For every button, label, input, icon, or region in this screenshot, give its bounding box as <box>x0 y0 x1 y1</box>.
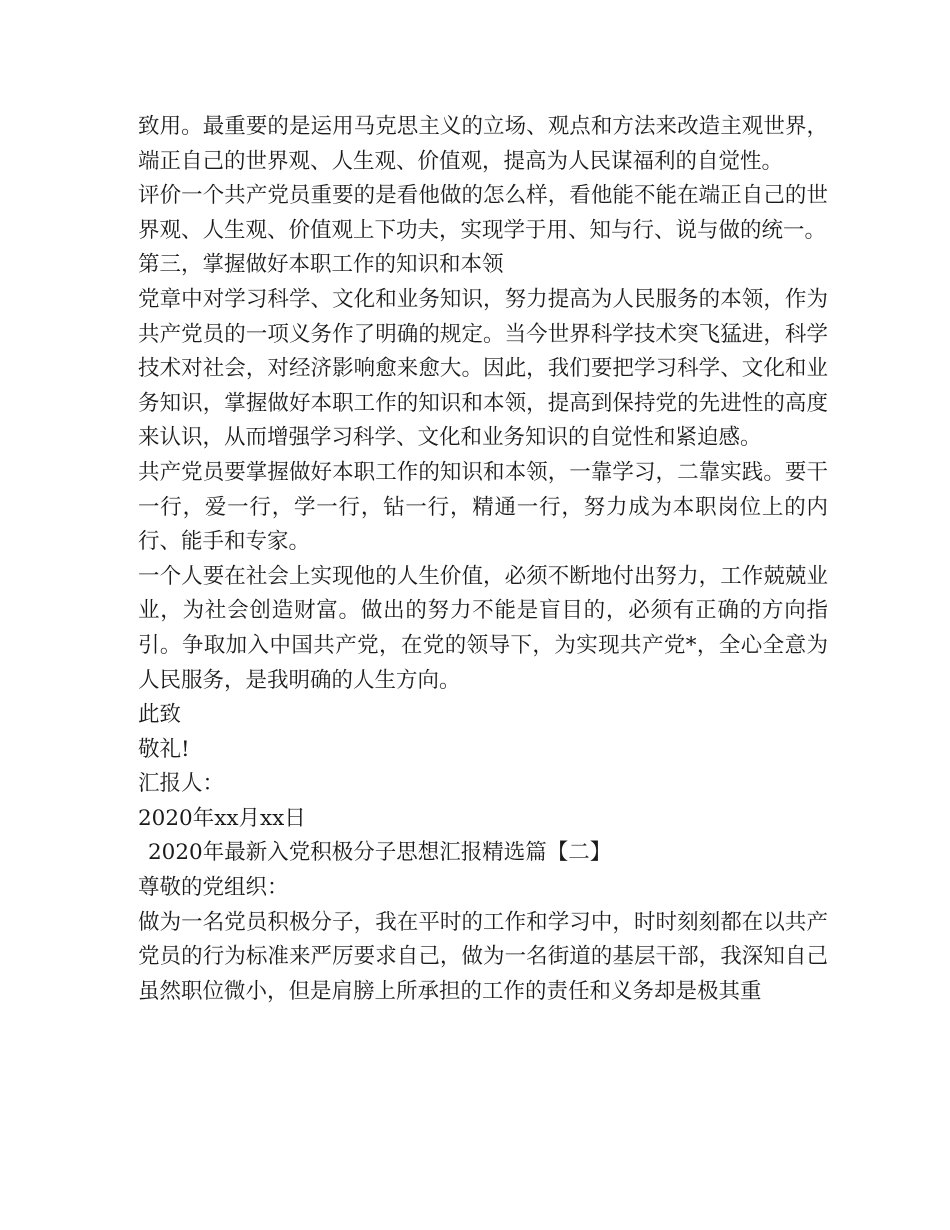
paragraph-evaluation: 评价一个共产党员重要的是看他做的怎么样，看他能不能在端正自己的世界观、人生观、价值观上下功夫，实现学于用、知与行、说与做的统一。 <box>138 183 828 243</box>
reporter-label: 汇报人： <box>138 771 225 797</box>
document-body <box>138 110 828 1009</box>
closing-salutation: 此致 <box>138 702 182 728</box>
report-date: 2020年xx月xx日 <box>138 805 306 831</box>
paragraph-opening: 做为一名党员积极分子，我在平时的工作和学习中，时时刻刻都在以共产党员的行为标准来严厉要求自己，做为一名街道的基层干部，我深知自己虽然职位微小，但是肩膀上所承担的工作的责任和义务却是极其重 <box>138 909 828 1004</box>
paragraph-knowledge-skills: 共产党员要掌握做好本职工作的知识和本领，一靠学习，二靠实践。要干一行，爱一行，学一行，钻一行，精通一行，努力成为本职岗位上的内行、能手和专家。 <box>138 459 828 555</box>
closing-regards: 敬礼! <box>138 736 190 762</box>
section-heading-third: 第三，掌握做好本职工作的知识和本领 <box>138 252 504 278</box>
paragraph-life-value: 一个人要在社会上实现他的人生价值，必须不断地付出努力，工作兢兢业业，为社会创造财富。做出的努力不能是盲目的，必须有正确的方向指引。争取加入中国共产党，在党的领导下，为实现共产党*，全心全意为人民服务，是我明确的人生方向。 <box>138 563 828 693</box>
paragraph-continuation: 致用。最重要的是运用马克思主义的立场、观点和方法来改造主观世界，端正自己的世界观、人生观、价值观，提高为人民谋福利的自觉性。 <box>138 114 828 174</box>
greeting: 尊敬的党组织： <box>138 875 289 901</box>
paragraph-party-constitution: 党章中对学习科学、文化和业务知识，努力提高为人民服务的本领，作为共产党员的一项义务作了明确的规定。当今世界科学技术突飞猛进，科学技术对社会，对经济影响愈来愈大。因此，我们要把学习科学、文化和业务知识，掌握做好本职工作的知识和本领，提高到保持党的先进性的高度来认识，从而增强学习科学、文化和业务知识的自觉性和紧迫感。 <box>138 286 828 451</box>
article-title-part-two: 2020年最新入党积极分子思想汇报精选篇【二】 <box>148 840 612 866</box>
